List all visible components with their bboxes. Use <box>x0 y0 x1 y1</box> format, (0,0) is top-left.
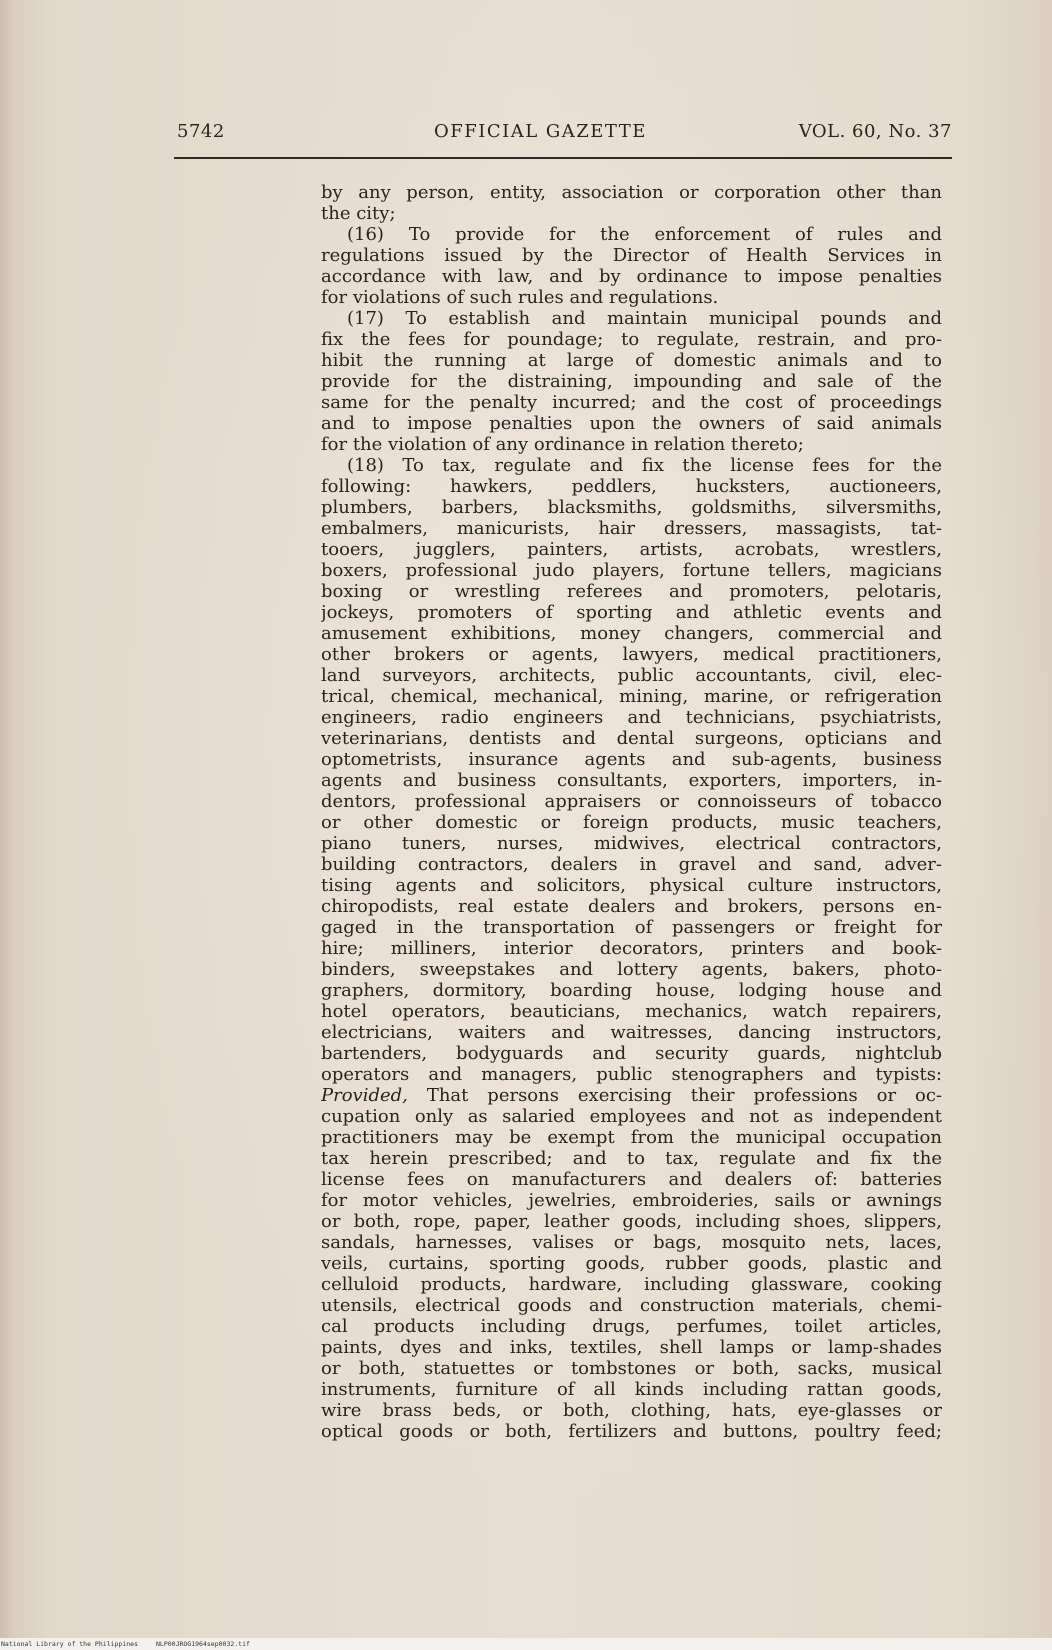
text-line: veterinarians, dentists and dental surgeons, opticians and <box>321 728 942 749</box>
volume-issue: VOL. 60, No. 37 <box>798 121 952 142</box>
body-text <box>321 182 942 1442</box>
text-line: (16) To provide for the enforcement of rules and <box>347 224 942 245</box>
line-text: That persons exercising their professions or oc- <box>407 1085 942 1106</box>
paragraph <box>321 182 942 224</box>
text-line: optical goods or both, fertilizers and buttons, poultry feed; <box>321 1421 942 1442</box>
paragraph <box>321 455 942 1442</box>
text-line: chiropodists, real estate dealers and brokers, persons en- <box>321 896 942 917</box>
text-line: instruments, furniture of all kinds including rattan goods, <box>321 1379 942 1400</box>
italic-text: Provided, <box>321 1085 408 1106</box>
paragraph <box>321 224 942 308</box>
scan-filename: NLP00JROG1964sep0032.tif <box>156 1640 250 1648</box>
text-line: for the violation of any ordinance in relation thereto; <box>321 434 804 455</box>
text-line: fix the fees for poundage; to regulate, restrain, and pro- <box>321 329 942 350</box>
text-line: following: hawkers, peddlers, hucksters, auctioneers, <box>321 476 942 497</box>
text-line: graphers, dormitory, boarding house, lodging house and <box>321 980 942 1001</box>
text-line: engineers, radio engineers and technicians, psychiatrists, <box>321 707 942 728</box>
text-line: agents and business consultants, exporters, importers, in- <box>321 770 942 791</box>
text-line: operators and managers, public stenographers and typists: <box>321 1064 942 1085</box>
text-line: practitioners may be exempt from the municipal occupation <box>321 1127 942 1148</box>
text-line: trical, chemical, mechanical, mining, marine, or refrigeration <box>321 686 942 707</box>
text-line: tooers, jugglers, painters, artists, acrobats, wrestlers, <box>321 539 942 560</box>
text-line: accordance with law, and by ordinance to impose penalties <box>321 266 942 287</box>
text-line: paints, dyes and inks, textiles, shell lamps or lamp-shades <box>321 1337 942 1358</box>
text-line: and to impose penalties upon the owners of said animals <box>321 413 942 434</box>
text-line: sandals, harnesses, valises or bags, mosquito nets, laces, <box>321 1232 942 1253</box>
text-line: binders, sweepstakes and lottery agents, bakers, photo- <box>321 959 942 980</box>
text-line: veils, curtains, sporting goods, rubber goods, plastic and <box>321 1253 942 1274</box>
text-line: celluloid products, hardware, including glassware, cooking <box>321 1274 942 1295</box>
text-line <box>321 1085 942 1106</box>
page-header <box>0 119 1052 145</box>
text-line: by any person, entity, association or corporation other than <box>321 182 942 203</box>
text-line: or other domestic or foreign products, music teachers, <box>321 812 942 833</box>
text-line: boxing or wrestling referees and promoters, pelotaris, <box>321 581 942 602</box>
text-line: license fees on manufacturers and dealers of: batteries <box>321 1169 942 1190</box>
text-line: utensils, electrical goods and construction materials, chemi- <box>321 1295 942 1316</box>
publication-title: OFFICIAL GAZETTE <box>434 121 647 142</box>
header-rule <box>174 157 952 159</box>
scan-footer <box>0 1638 1052 1650</box>
text-line: or both, statuettes or tombstones or both, sacks, musical <box>321 1358 942 1379</box>
text-line: provide for the distraining, impounding and sale of the <box>321 371 942 392</box>
text-line: plumbers, barbers, blacksmiths, goldsmiths, silversmiths, <box>321 497 942 518</box>
text-line: cal products including drugs, perfumes, toilet articles, <box>321 1316 942 1337</box>
text-line: boxers, professional judo players, fortune tellers, magicians <box>321 560 942 581</box>
text-line: tax herein prescribed; and to tax, regulate and fix the <box>321 1148 942 1169</box>
text-line: (18) To tax, regulate and fix the license fees for the <box>347 455 942 476</box>
text-line: piano tuners, nurses, midwives, electrical contractors, <box>321 833 942 854</box>
text-line: tising agents and solicitors, physical culture instructors, <box>321 875 942 896</box>
text-line: for violations of such rules and regulations. <box>321 287 719 308</box>
text-line: bartenders, bodyguards and security guards, nightclub <box>321 1043 942 1064</box>
text-line: (17) To establish and maintain municipal pounds and <box>347 308 942 329</box>
text-line: hibit the running at large of domestic animals and to <box>321 350 942 371</box>
text-line: wire brass beds, or both, clothing, hats, eye-glasses or <box>321 1400 942 1421</box>
text-line: building contractors, dealers in gravel and sand, adver- <box>321 854 942 875</box>
text-line: cupation only as salaried employees and not as independent <box>321 1106 942 1127</box>
text-line: land surveyors, architects, public accountants, civil, elec- <box>321 665 942 686</box>
text-line: gaged in the transportation of passengers or freight for <box>321 917 942 938</box>
text-line: optometrists, insurance agents and sub-agents, business <box>321 749 942 770</box>
text-line: jockeys, promoters of sporting and athletic events and <box>321 602 942 623</box>
text-line: same for the penalty incurred; and the cost of proceedings <box>321 392 942 413</box>
text-line: regulations issued by the Director of Health Services in <box>321 245 942 266</box>
text-line: dentors, professional appraisers or connoisseurs of tobacco <box>321 791 942 812</box>
text-line: amusement exhibitions, money changers, commercial and <box>321 623 942 644</box>
page-number: 5742 <box>177 121 225 142</box>
text-line: hire; milliners, interior decorators, printers and book- <box>321 938 942 959</box>
text-line: the city; <box>321 203 396 224</box>
text-line: for motor vehicles, jewelries, embroideries, sails or awnings <box>321 1190 942 1211</box>
text-line: or both, rope, paper, leather goods, including shoes, slippers, <box>321 1211 942 1232</box>
text-line: embalmers, manicurists, hair dressers, massagists, tat- <box>321 518 942 539</box>
text-line: electricians, waiters and waitresses, dancing instructors, <box>321 1022 942 1043</box>
library-credit: National Library of the Philippines <box>1 1640 138 1648</box>
paragraph <box>321 308 942 455</box>
text-line: hotel operators, beauticians, mechanics, watch repairers, <box>321 1001 942 1022</box>
text-line: other brokers or agents, lawyers, medical practitioners, <box>321 644 942 665</box>
